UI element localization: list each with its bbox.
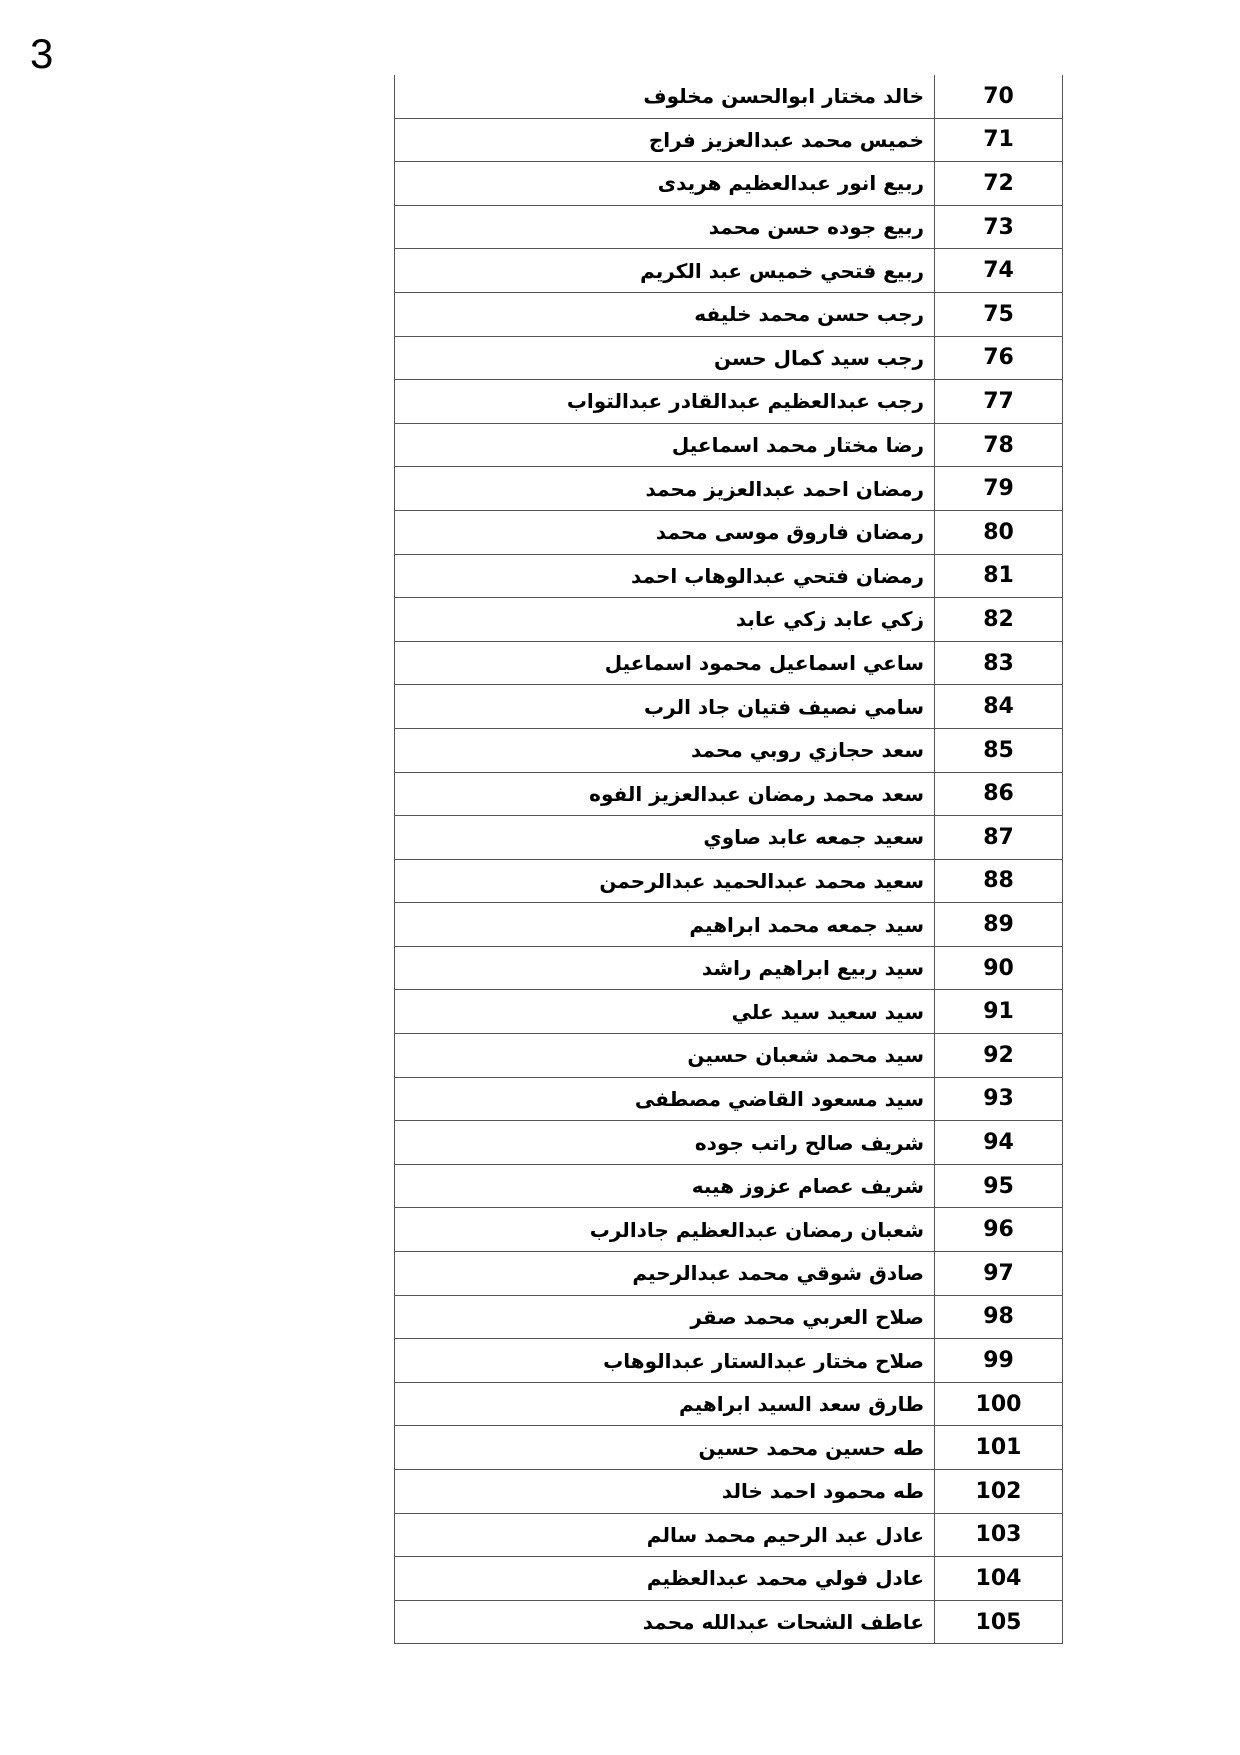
row-name-cell: ربيع فتحي خميس عبد الكريم <box>395 249 935 293</box>
row-number-cell: 89 <box>935 903 1063 947</box>
table-row <box>395 1034 1063 1078</box>
row-name-cell: طه حسين محمد حسين <box>395 1426 935 1470</box>
row-name-cell: ربيع انور عبدالعظيم هريدى <box>395 162 935 206</box>
row-name-cell: رمضان احمد عبدالعزيز محمد <box>395 467 935 511</box>
table-row <box>395 598 1063 642</box>
row-number-cell: 88 <box>935 859 1063 903</box>
row-number-cell: 100 <box>935 1382 1063 1426</box>
row-number-cell: 97 <box>935 1252 1063 1296</box>
table-row <box>395 685 1063 729</box>
row-number-cell: 78 <box>935 423 1063 467</box>
row-name-cell: خالد مختار ابوالحسن مخلوف <box>395 75 935 118</box>
table-row <box>395 859 1063 903</box>
row-number-cell: 86 <box>935 772 1063 816</box>
table-row <box>395 510 1063 554</box>
table-row <box>395 1513 1063 1557</box>
names-table <box>394 75 1063 1644</box>
table-row <box>395 1252 1063 1296</box>
row-number-cell: 95 <box>935 1164 1063 1208</box>
table-row <box>395 1164 1063 1208</box>
row-number-cell: 98 <box>935 1295 1063 1339</box>
row-name-cell: عاطف الشحات عبدالله محمد <box>395 1600 935 1644</box>
row-number-cell: 91 <box>935 990 1063 1034</box>
table-row <box>395 292 1063 336</box>
table-row <box>395 1600 1063 1644</box>
row-number-cell: 71 <box>935 118 1063 162</box>
table-row <box>395 1426 1063 1470</box>
table-row <box>395 380 1063 424</box>
row-number-cell: 99 <box>935 1339 1063 1383</box>
table-row <box>395 1208 1063 1252</box>
row-name-cell: ربيع جوده حسن محمد <box>395 205 935 249</box>
row-name-cell: سامي نصيف فتيان جاد الرب <box>395 685 935 729</box>
page-number: 3 <box>30 30 54 77</box>
table-row <box>395 641 1063 685</box>
table-row <box>395 772 1063 816</box>
row-name-cell: زكي عابد زكي عابد <box>395 598 935 642</box>
table-row <box>395 1121 1063 1165</box>
row-number-cell: 94 <box>935 1121 1063 1165</box>
row-number-cell: 79 <box>935 467 1063 511</box>
row-name-cell: رمضان فتحي عبدالوهاب احمد <box>395 554 935 598</box>
table-row <box>395 1470 1063 1514</box>
row-name-cell: سيد جمعه محمد ابراهيم <box>395 903 935 947</box>
row-name-cell: رجب حسن محمد خليفه <box>395 292 935 336</box>
row-name-cell: طارق سعد السيد ابراهيم <box>395 1382 935 1426</box>
row-number-cell: 73 <box>935 205 1063 249</box>
table-row <box>395 118 1063 162</box>
row-name-cell: صلاح العربي محمد صقر <box>395 1295 935 1339</box>
row-number-cell: 96 <box>935 1208 1063 1252</box>
row-name-cell: سيد سعيد سيد علي <box>395 990 935 1034</box>
table-row <box>395 990 1063 1034</box>
row-number-cell: 103 <box>935 1513 1063 1557</box>
table-row <box>395 728 1063 772</box>
row-number-cell: 76 <box>935 336 1063 380</box>
row-name-cell: سعد محمد رمضان عبدالعزيز الفوه <box>395 772 935 816</box>
row-name-cell: خميس محمد عبدالعزيز فراج <box>395 118 935 162</box>
table-row <box>395 1077 1063 1121</box>
row-name-cell: رمضان فاروق موسى محمد <box>395 510 935 554</box>
table-row <box>395 75 1063 118</box>
row-number-cell: 93 <box>935 1077 1063 1121</box>
table-row <box>395 816 1063 860</box>
table-row <box>395 946 1063 990</box>
row-number-cell: 81 <box>935 554 1063 598</box>
row-name-cell: سعيد محمد عبدالحميد عبدالرحمن <box>395 859 935 903</box>
row-name-cell: عادل فولي محمد عبدالعظيم <box>395 1557 935 1601</box>
row-number-cell: 80 <box>935 510 1063 554</box>
row-number-cell: 72 <box>935 162 1063 206</box>
table-row <box>395 1382 1063 1426</box>
row-number-cell: 101 <box>935 1426 1063 1470</box>
table-row <box>395 205 1063 249</box>
row-name-cell: شعبان رمضان عبدالعظيم جادالرب <box>395 1208 935 1252</box>
row-number-cell: 85 <box>935 728 1063 772</box>
table-row <box>395 554 1063 598</box>
row-name-cell: شريف صالح راتب جوده <box>395 1121 935 1165</box>
table-row <box>395 336 1063 380</box>
row-number-cell: 105 <box>935 1600 1063 1644</box>
row-number-cell: 102 <box>935 1470 1063 1514</box>
row-name-cell: سيد ربيع ابراهيم راشد <box>395 946 935 990</box>
row-name-cell: رضا مختار محمد اسماعيل <box>395 423 935 467</box>
row-name-cell: رجب سيد كمال حسن <box>395 336 935 380</box>
row-number-cell: 84 <box>935 685 1063 729</box>
row-number-cell: 90 <box>935 946 1063 990</box>
table-row <box>395 467 1063 511</box>
table-row <box>395 903 1063 947</box>
row-name-cell: رجب عبدالعظيم عبدالقادر عبدالتواب <box>395 380 935 424</box>
row-name-cell: شريف عصام عزوز هيبه <box>395 1164 935 1208</box>
row-name-cell: سيد مسعود القاضي مصطفى <box>395 1077 935 1121</box>
row-number-cell: 104 <box>935 1557 1063 1601</box>
table-row <box>395 1339 1063 1383</box>
row-number-cell: 70 <box>935 75 1063 118</box>
row-number-cell: 83 <box>935 641 1063 685</box>
names-table-body <box>395 75 1063 1644</box>
row-name-cell: سعد حجازي روبي محمد <box>395 728 935 772</box>
table-row <box>395 249 1063 293</box>
table-row <box>395 162 1063 206</box>
table-row <box>395 423 1063 467</box>
row-number-cell: 77 <box>935 380 1063 424</box>
row-number-cell: 87 <box>935 816 1063 860</box>
row-name-cell: سعيد جمعه عابد صاوي <box>395 816 935 860</box>
row-name-cell: طه محمود احمد خالد <box>395 1470 935 1514</box>
row-name-cell: ساعي اسماعيل محمود اسماعيل <box>395 641 935 685</box>
row-name-cell: صادق شوقي محمد عبدالرحيم <box>395 1252 935 1296</box>
row-name-cell: سيد محمد شعبان حسين <box>395 1034 935 1078</box>
table-row <box>395 1295 1063 1339</box>
row-number-cell: 75 <box>935 292 1063 336</box>
row-name-cell: صلاح مختار عبدالستار عبدالوهاب <box>395 1339 935 1383</box>
row-name-cell: عادل عبد الرحيم محمد سالم <box>395 1513 935 1557</box>
row-number-cell: 82 <box>935 598 1063 642</box>
row-number-cell: 74 <box>935 249 1063 293</box>
table-row <box>395 1557 1063 1601</box>
row-number-cell: 92 <box>935 1034 1063 1078</box>
